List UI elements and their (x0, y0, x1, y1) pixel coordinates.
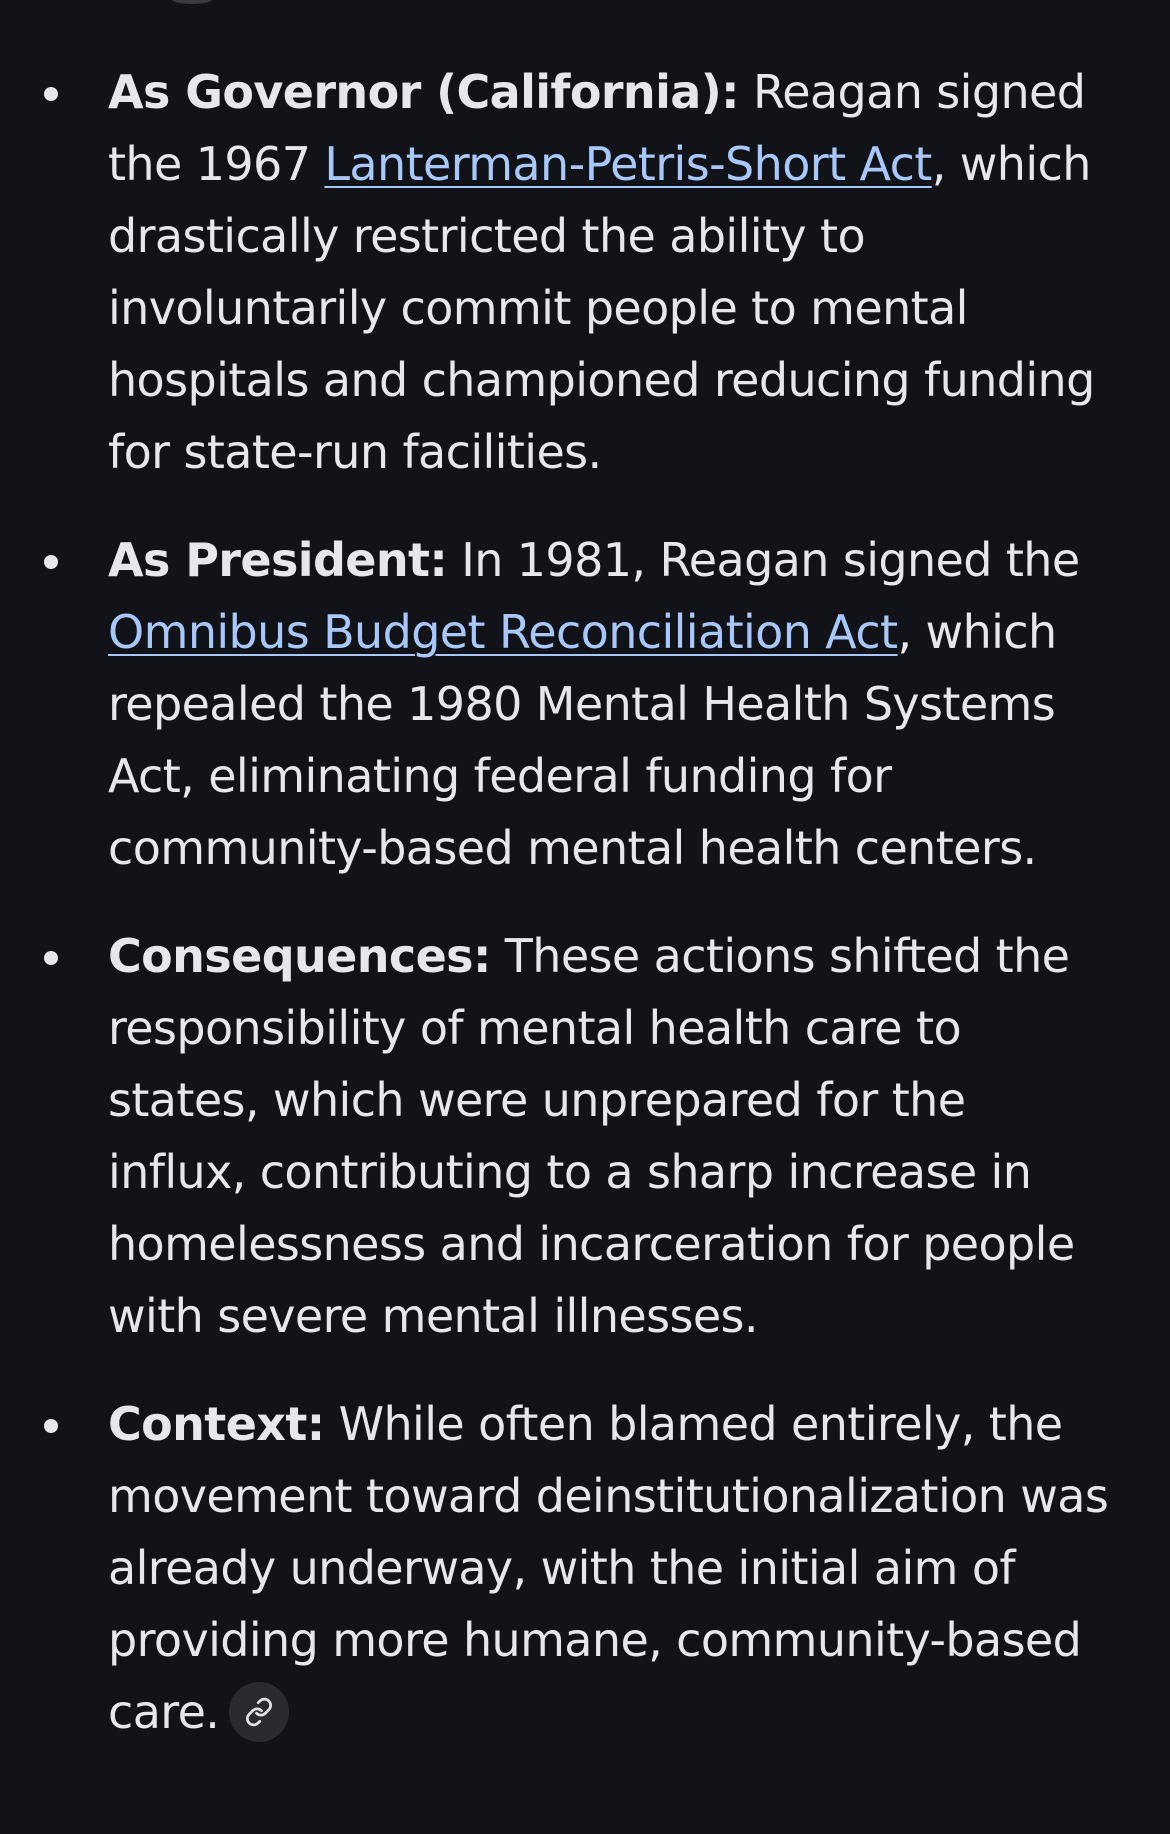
bullet-icon (44, 555, 58, 569)
item-text: While often blamed entirely, the movement toward deinstitutionalization was already underway, with the initial aim of providing more humane, community-based care. (108, 1397, 1109, 1739)
list-item (0, 56, 1170, 488)
link-icon (244, 1697, 274, 1727)
omnibus-budget-reconciliation-act-link[interactable]: Omnibus Budget Reconciliation Act (108, 605, 898, 659)
item-text: , which drastically restricted the ability to involuntarily commit people to mental hospitals and championed reducing funding for state-run facilities. (108, 137, 1095, 479)
item-heading: As Governor (California): (108, 65, 739, 119)
list-item (0, 920, 1170, 1352)
item-heading: Consequences: (108, 929, 491, 983)
list-item (0, 1388, 1170, 1748)
item-text: In 1981, Reagan signed the (447, 533, 1080, 587)
bullet-icon (44, 1419, 58, 1433)
source-link-button[interactable] (229, 1682, 289, 1742)
list-item (0, 524, 1170, 884)
bullet-icon (44, 87, 58, 101)
bullet-icon (44, 951, 58, 965)
lanterman-petris-short-act-link[interactable]: Lanterman-Petris-Short Act (324, 137, 932, 191)
item-text: Reagan signed the 1967 (108, 65, 1086, 191)
bullet-list (0, 56, 1170, 1784)
item-heading: Context: (108, 1397, 325, 1451)
scroll-artifact (170, 0, 214, 4)
item-heading: As President: (108, 533, 448, 587)
item-text: These actions shifted the responsibility of mental health care to states, which were unprepared for the influx, contributing to a sharp increase in homelessness and incarceration for people with severe mental illnesses. (108, 929, 1075, 1343)
item-text: , which repealed the 1980 Mental Health Systems Act, eliminating federal funding for community-based mental health centers. (108, 605, 1057, 875)
